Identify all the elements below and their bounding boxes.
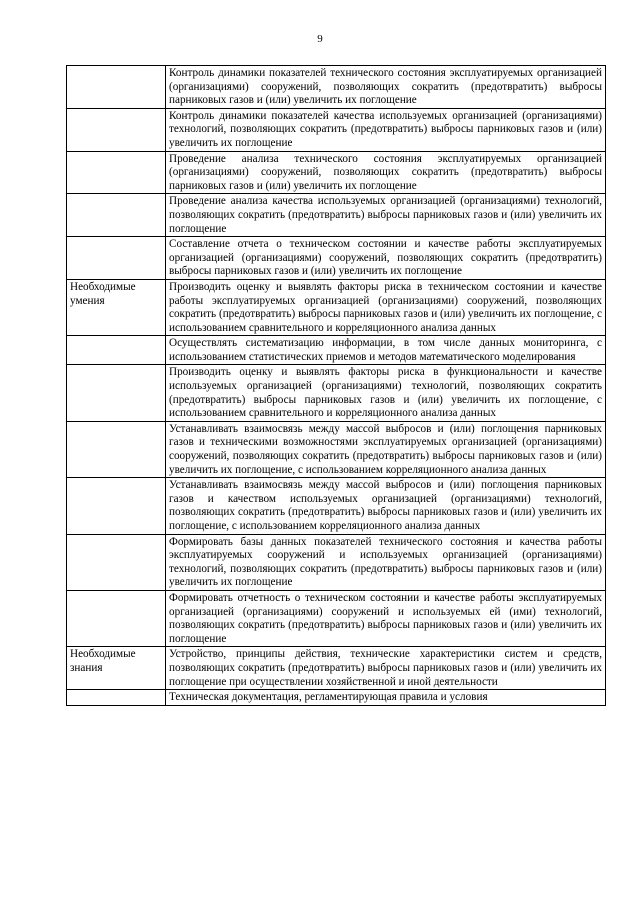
table-row [67,108,606,151]
row-text: Проведение анализа технического состояния эксплуатируемых организацией (организациями) сооружений, позволяющих сократить (предотвратить) выбросы парниковых газов и (или) увеличить их поглощение [166,151,606,194]
row-label [67,690,166,706]
row-text: Устанавливать взаимосвязь между массой выбросов и (или) поглощения парниковых газов и техническими возможностями эксплуатируемых организацией (организациями) сооружений, позволяющих сократить (предотвратить) выбросы парниковых газов и (или) увеличить их поглощение, с использованием корреляционного анализа данных [166,421,606,477]
row-label [67,194,166,237]
row-text: Техническая документация, регламентирующая правила и условия [166,690,606,706]
table-row [67,279,606,335]
row-text: Формировать отчетность о техническом состоянии и качестве работы эксплуатируемых организацией (организациями) сооружений и используемых ей (ими) технологий, позволяющих сократить (предотвратить) выбросы парниковых газов и (или) увеличить их поглощение [166,590,606,646]
row-text: Контроль динамики показателей технического состояния эксплуатируемых организацией (организациями) сооружений, позволяющих сократить (предотвратить) выбросы парниковых газов и (или) увеличить их поглощение [166,66,606,109]
row-text: Производить оценку и выявлять факторы риска в техническом состоянии и качестве работы эксплуатируемых организацией (организациями) сооружений, позволяющих сократить (предотвратить) выбросы парниковых газов и (или) увеличить их поглощение, с использованием сравнительного и корреляционного анализа данных [166,279,606,335]
table-row [67,590,606,646]
row-label [67,534,166,590]
row-text: Устанавливать взаимосвязь между массой выбросов и (или) поглощения парниковых газов и качеством используемых организацией (организациями) технологий, позволяющих сократить (предотвратить) выбросы парниковых газов и (или) увеличить их поглощение, с использованием корреляционного анализа данных [166,478,606,534]
table-row [67,690,606,706]
table-row [67,365,606,421]
row-text: Устройство, принципы действия, технические характеристики систем и средств, позволяющих сократить (предотвратить) выбросы парниковых газов и (или) увеличить их поглощение при осуществлении хозяйственной и иной деятельности [166,647,606,690]
row-label [67,151,166,194]
table-row [67,151,606,194]
row-text: Осуществлять систематизацию информации, в том числе данных мониторинга, с использованием статистических приемов и методов математического моделирования [166,336,606,365]
table-row [67,534,606,590]
row-label [67,336,166,365]
page-number: 9 [317,33,323,45]
row-text: Контроль динамики показателей качества используемых организацией (организациями) технологий, позволяющих сократить (предотвратить) выбросы парниковых газов и (или) увеличить их поглощение [166,108,606,151]
row-label [67,590,166,646]
table-row [67,647,606,690]
section-label-knowledge: Необходимые знания [67,647,166,690]
table-row [67,237,606,280]
row-label [67,237,166,280]
table-row [67,194,606,237]
row-label [67,478,166,534]
table-row [67,336,606,365]
table-row [67,421,606,477]
table-row [67,66,606,109]
row-text: Производить оценку и выявлять факторы риска в функциональности и качестве используемых организацией (организациями) технологий, позволяющих сократить (предотвратить) выбросы парниковых газов и (или) увеличить их поглощение, с использованием сравнительного и корреляционного анализа данных [166,365,606,421]
row-label [67,421,166,477]
row-text: Составление отчета о техническом состоянии и качестве работы эксплуатируемых организацией (организациями) сооружений, позволяющих сократить (предотвратить) выбросы парниковых газов и (или) увеличить их поглощение [166,237,606,280]
row-text: Формировать базы данных показателей технического состояния и качества работы эксплуатируемых сооружений и используемых организацией (организациями) технологий, позволяющих сократить (предотвратить) выбросы парниковых газов и (или) увеличить их поглощение [166,534,606,590]
section-label-skills: Необходимые умения [67,279,166,335]
competency-table [66,65,606,706]
row-text: Проведение анализа качества используемых организацией (организациями) технологий, позволяющих сократить (предотвратить) выбросы парниковых газов и (или) увеличить их поглощение [166,194,606,237]
row-label [67,108,166,151]
row-label [67,365,166,421]
row-label [67,66,166,109]
table-row [67,478,606,534]
